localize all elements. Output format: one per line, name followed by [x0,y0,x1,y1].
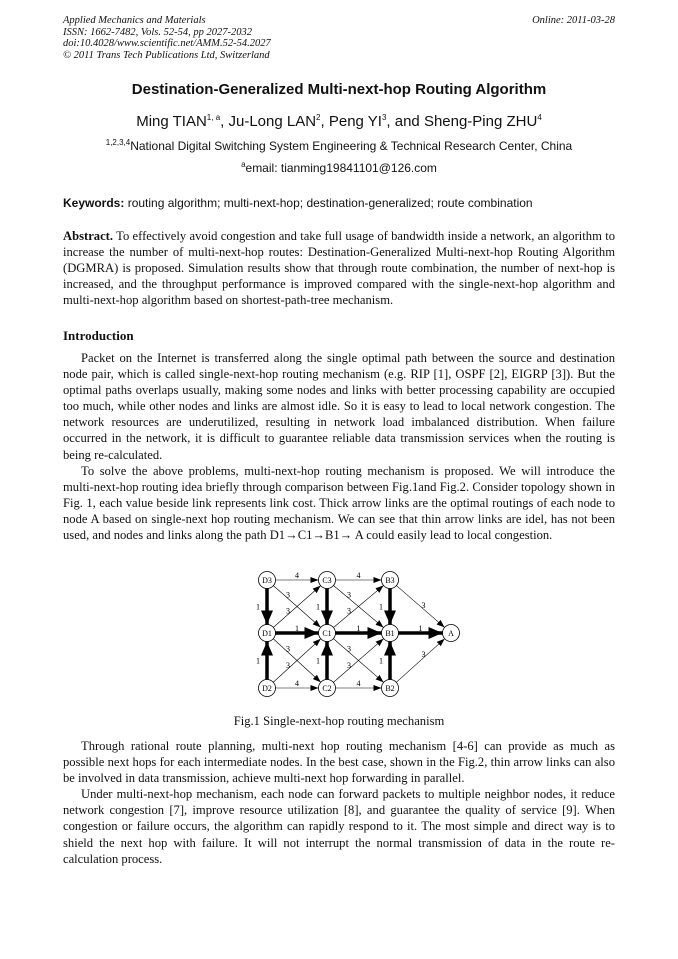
edge-cost-label: 1 [379,656,383,666]
node-label: D1 [262,629,272,638]
node-label: D3 [262,576,272,585]
doi: doi:10.4028/www.scientific.net/AMM.52-54.2027 [63,38,271,49]
node-label: B2 [385,684,395,693]
edge-cost-label: 1 [316,656,320,666]
email-text: email: tianming19841101@126.com [245,161,437,175]
paragraph: Through rational route planning, multi-next hop routing mechanism [4-6] can provide as much as possible next hops for each intermediate nodes. In the best case, shown in the Fig.2, thin arrow links can also be involved in data transmission, achieve multi-next hop forwarding in parallel. [63,739,615,786]
issn: ISSN: 1662-7482, Vols. 52-54, pp 2027-2032 [63,26,252,38]
journal-name: Applied Mechanics and Materials [63,15,206,26]
node-label: B1 [385,629,395,638]
edge-B3-A [396,586,444,628]
intro-text-continued [63,738,615,867]
paragraph: Under multi-next-hop mechanism, each node can forward packets to multiple neighbor nodes, it reduce network congestion [7], improve resource utilization [8], and guarantee the quality of service [9]. When congestion or failure occurs, the algorithm can rapidly respond to it. The most simple and direct way is to shield the next hop with failure. It will not interrupt the normal transmission of data in the route re-calculation process. [63,787,615,866]
abstract-text: To effectively avoid congestion and take full usage of bandwidth inside a network, an algorithm to increase the number of multi-next-hop routes: Destination-Generalized Multi-next-hop Routing Algorithm (DGMRA) is proposed. Simulation results show that through route combination, the number of next-hop is increased, and the throughput performance is improved compared with the single-next-hop algorithm and multi-next-hop algorithm based on shortest-path-tree mechanism. [63,229,615,308]
node-label: C2 [322,684,332,693]
edge-cost-label: 1 [356,624,361,633]
affiliation-sup: 1,2,3,4 [105,138,131,147]
paragraph: Packet on the Internet is transferred along the single optimal path between the source and destination node pair, which is called single-next-hop routing mechanism (e.g. RIP [1], OSPF [2], EIGRP [3]). But the optimal paths overlaps usually, making some nodes and links with better processing capability are occupied too much, while other nodes and links are almost idle. So it is easy to lead to local network congestion. The network resources are underutilized, resulting in network load imbalanced distribution. When failure occurred in the network, it is difficult to guarantee reliable data transmission services when the routing is being re-calculated. [63,351,615,462]
edge-cost-label: 3 [421,649,426,659]
author-name: Peng YI [328,113,382,130]
edge-cost-label: 4 [295,679,299,688]
node-label: C3 [322,576,332,585]
edge-B2-A [396,639,444,683]
edge-cost-label: 4 [356,679,361,688]
edge-cost-label: 3 [286,606,290,616]
edge-cost-label: 1 [316,602,320,612]
author-name: Ming TIAN [136,113,207,130]
author-sup: 1, a [206,113,221,122]
edge-cost-label: 3 [347,660,352,670]
node-label: B3 [385,576,395,585]
paragraph: To solve the above problems, multi-next-hop routing mechanism is proposed. We will introduce the multi-next-hop routing idea briefly through comparison between Fig.1and Fig.2. Consider topology shown in Fig. 1, each value beside link represents link cost. Thick arrow links are the optimal routings of each node to node A based on single-next hop routing mechanism. We can see that thin arrow links are idel, has not been used, and nodes and links along the path D1→C1→B1→ A could easily lead to local congestion. [63,463,615,543]
node-label: C1 [322,629,332,638]
node-label: A [448,629,454,638]
node-label: D2 [262,684,272,693]
section-heading: Introduction [63,328,134,343]
edge-cost-label: 1 [256,602,260,612]
edge-cost-label: 3 [347,644,352,654]
edge-cost-label: 1 [418,624,423,633]
edge-cost-label: 3 [286,590,290,600]
edge-cost-label: 3 [286,660,290,670]
email-sup: a [241,160,246,169]
author-name: Ju-Long LAN [228,113,317,130]
edge-cost-label: 1 [295,624,299,633]
edge-cost-label: 4 [295,571,299,580]
abstract-label: Abstract. [63,229,114,243]
author-sup: 4 [537,113,542,122]
edge-cost-label: 3 [421,601,426,611]
figure-caption: Fig.1 Single-next-hop routing mechanism [233,714,445,728]
copyright: © 2011 Trans Tech Publications Ltd, Switzerland [63,49,270,61]
paper-title: Destination-Generalized Multi-next-hop Routing Algorithm [131,81,547,98]
author-name: Sheng-Ping ZHU [423,113,538,130]
edge-cost-label: 3 [347,590,352,600]
author-sup: 3 [381,113,387,122]
keywords-text: routing algorithm; multi-next-hop; destination-generalized; route combination [127,196,533,210]
edge-cost-label: 3 [286,644,290,654]
edge-cost-label: 4 [356,571,361,580]
edge-cost-label: 3 [347,606,352,616]
author-sup: 2 [316,113,321,122]
edge-cost-label: 1 [256,656,260,666]
edge-cost-label: 1 [379,602,383,612]
keywords-label: Keywords: [63,196,125,210]
affiliation-text: National Digital Switching System Engineering & Technical Research Center, China [130,139,573,153]
online-date: Online: 2011-03-28 [532,15,615,26]
authors: Ming TIAN$^{1, a}$, Ju-Long LAN$^2$, Peng $YI^3$, and Sheng-Ping ZHU$^4$ [136,113,542,130]
